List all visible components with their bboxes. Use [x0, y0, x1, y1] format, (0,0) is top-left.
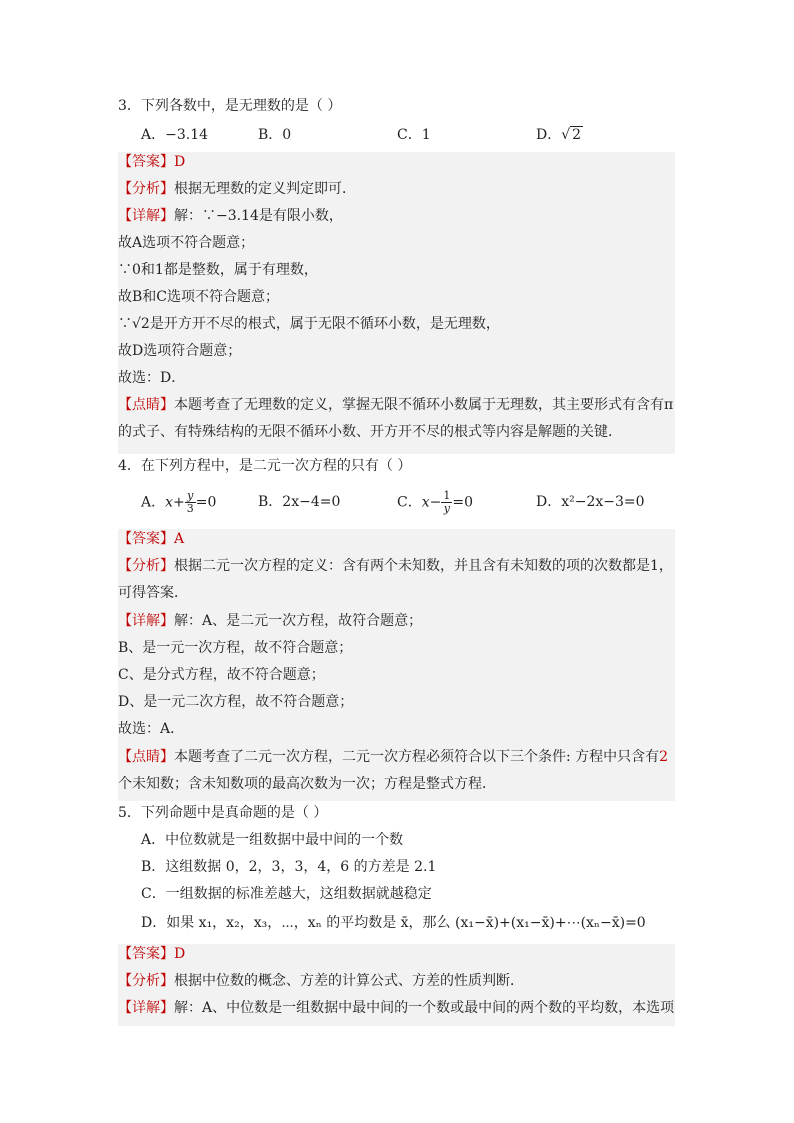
q3-comment-line: 【点睛】本题考查了无理数的定义，掌握无限不循环小数属于无理数，其主要形式有含有π [118, 397, 674, 413]
q4-detail-line: 故选：A． [118, 721, 185, 737]
q3-stem: 3．下列各数中，是无理数的是（ ） [118, 98, 342, 114]
q4-option-d: D．x²−2x−3=0 [536, 494, 645, 510]
q4-detail-line: 【详解】解：A、是二元一次方程，故符合题意； [118, 613, 423, 629]
q4-detail-line: C、是分式方程，故不符合题意； [118, 667, 325, 683]
q5-option-c: C．一组数据的标准差越大，这组数据就越稳定 [141, 886, 432, 902]
q3-detail-line: ∵√2是开方开不尽的根式，属于无限不循环小数，是无理数， [118, 316, 500, 332]
q5-option-a: A．中位数就是一组数据中最中间的一个数 [141, 832, 404, 848]
q5-solution [118, 944, 675, 1026]
q4-comment-line: 【点睛】本题考查了二元一次方程，二元一次方程必须符合以下三个条件: 方程中只含有2 [118, 749, 669, 765]
q3-detail-line: 故B和C选项不符合题意； [118, 289, 279, 305]
q4-option-b: B．2x−4=0 [258, 494, 341, 510]
fraction: $\frac{1}{y}$ [443, 489, 451, 515]
q4-stem: 4．在下列方程中，是二元一次方程的只有（ ） [118, 458, 412, 474]
q3-comment-line: 的式子、有特殊结构的无限不循环小数、开方开不尽的根式等内容是解题的关键． [118, 424, 622, 440]
sqrt-symbol: √ 2 [561, 127, 582, 143]
q3-analysis: 【分析】根据无理数的定义判定即可． [118, 181, 356, 197]
q3-answer: 【答案】D [118, 154, 186, 170]
q5-option-d: D．如果 x₁，x₂，x₃，⋯，xₙ 的平均数是 x̄，那么 (x₁−x̄)+(x₁−x̄)+⋯(xₙ−x̄)=0 [141, 915, 646, 931]
q3-option-b: B．0 [258, 127, 292, 143]
q4-option-c: C．x− $\frac{1}{y}$ =0 [397, 489, 473, 515]
radicand: 2 [572, 127, 582, 143]
q3-solution [118, 152, 675, 454]
q3-option-d: D．√ 2 [536, 127, 582, 143]
q4-solution [118, 529, 675, 801]
q3-detail-line: 故选：D． [118, 370, 186, 386]
fraction: $\frac{y}{3}$ [186, 489, 194, 515]
q3-detail-line: ∵0和1都是整数，属于有理数， [118, 262, 318, 278]
q3-option-c: C．1 [397, 127, 431, 143]
q5-detail-line: 【详解】解：A、中位数是一组数据中最中间的一个数或最中间的两个数的平均数，本选项 [118, 1000, 675, 1016]
q4-analysis-line: 【分析】根据二元一次方程的定义：含有两个未知数，并且含有未知数的项的次数都是1， [118, 558, 673, 574]
q3-detail-line: 故A选项不符合题意； [118, 235, 255, 251]
q5-analysis: 【分析】根据中位数的概念、方差的计算公式、方差的性质判断． [118, 973, 524, 989]
q5-option-b: B．这组数据 0，2，3，3，4，6 的方差是 2.1 [141, 859, 437, 875]
q5-stem: 5．下列命题中是真命题的是（ ） [118, 805, 328, 821]
q4-option-a: A．x+ $\frac{y}{3}$ =0 [141, 489, 217, 515]
q3-option-a: A．−3.14 [141, 127, 209, 143]
q4-analysis-line: 可得答案． [118, 585, 188, 601]
q4-detail-line: B、是一元一次方程，故不符合题意； [118, 640, 353, 656]
q5-answer: 【答案】D [118, 946, 186, 962]
q4-comment-line: 个未知数；含未知数项的最高次数为一次；方程是整式方程． [118, 776, 496, 792]
q3-detail-line: 【详解】解：∵−3.14是有限小数， [118, 208, 343, 224]
q4-answer: 【答案】A [118, 531, 185, 547]
q3-detail-line: 故D选项符合题意； [118, 343, 242, 359]
q4-detail-line: D、是一元二次方程，故不符合题意； [118, 694, 354, 710]
